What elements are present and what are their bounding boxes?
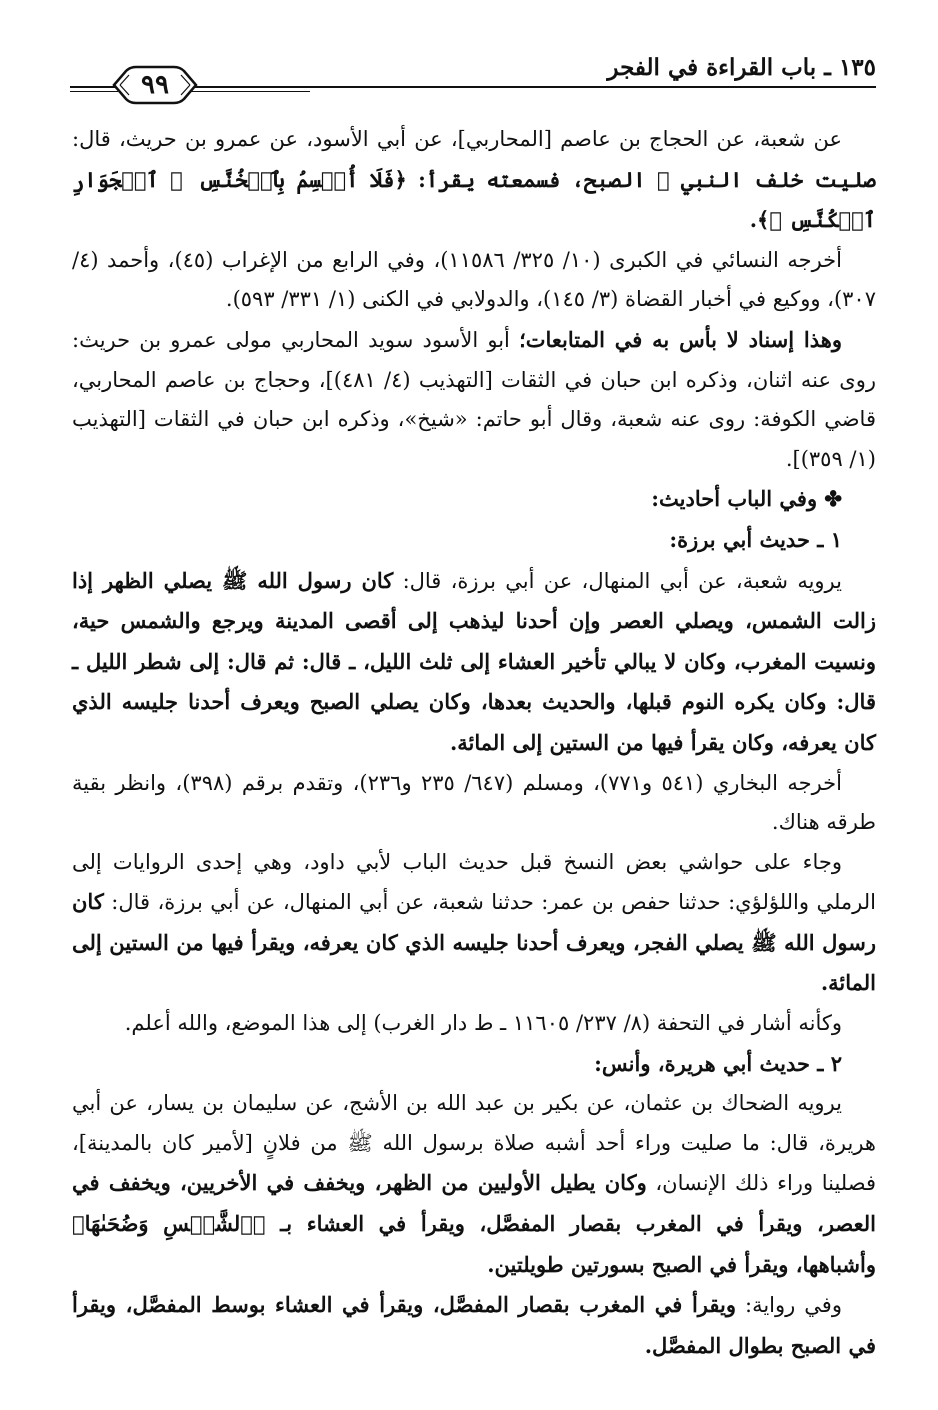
paragraph (72, 561, 876, 764)
paragraph (72, 1084, 876, 1285)
paragraph (72, 1004, 876, 1044)
text-segment: عن شعبة، عن الحجاج بن عاصم [المحاربي]، عن أبي الأسود، عن عمرو بن حريث، قال: (72, 127, 842, 151)
header-rule-mid (190, 91, 310, 92)
text-segment: يرويه شعبة، عن أبي المنهال، عن أبي برزة، قال: (393, 568, 842, 593)
page-header (70, 48, 876, 98)
text-segment: وكأنه أشار في التحفة (٨/ ٢٣٧/ ١١٦٠٥ ـ ط دار الغرب) إلى هذا الموضع، والله أعلم. (124, 1011, 842, 1036)
bold-text-segment: صليت خلف النبي ﷺ الصبح، فسمعته يقرأ: ﴿فَلَا أُقۡسِمُ بِٱلۡخُنَّسِ ⑮ ٱلۡجَوَارِ ٱلۡكُنَّسِ ⑯﴾. (72, 166, 876, 233)
page-number-badge (112, 61, 198, 109)
text-segment: يرويه الضحاك بن عثمان، عن بكير بن عبد الله بن الأشج، عن سليمان بن يسار، عن أبي هريرة، قال: ما صليت وراء أحد أشبه صلاة برسول الله ﷺ من فلانٍ [لأمير كان بالمدينة]، فصلينا وراء ذلك الإنسان، (72, 1091, 876, 1196)
bold-text-segment: وهذا إسناد لا بأس به في المتابعات؛ (519, 326, 842, 352)
paragraph (72, 1285, 876, 1366)
text-segment: وجاء على حواشي بعض النسخ قبل حديث الباب لأبي داود، وهي إحدى الروايات إلى الرملي واللؤلؤي: حدثنا حفص بن عمر: حدثنا شعبة، عن أبي المنهال، عن أبي برزة، قال: (72, 849, 876, 915)
bold-text-segment: ويقرأ في المغرب بقصار المفصَّل، ويقرأ في العشاء بوسط المفصَّل، ويقرأ في الصبح بطوال المفصَّل. (72, 1292, 876, 1358)
bold-text-segment: ✤ وفي الباب أحاديث: (651, 486, 842, 512)
bold-text-segment: وكان يطيل الأوليين من الظهر، ويخفف في الأخريين، ويخفف في العصر، ويقرأ في المغرب بقصار المفصَّل، ويقرأ في العشاء بـ ﴿ٱلشَّمۡسِ وَضُحَىٰهَا﴾ وأشباهها، ويقرأ في الصبح بسورتين طويلتين. (72, 1170, 876, 1277)
text-segment: أخرجه البخاري (٥٤١ و٧٧١)، ومسلم (٦٤٧/ ٢٣٥ و٢٣٦)، وتقدم برقم (٣٩٨)، وانظر بقية طرقه هناك. (72, 770, 876, 835)
paragraph (72, 241, 876, 320)
text-segment: أخرجه النسائي في الكبرى (١٠/ ٣٢٥/ ١١٥٨٦)، وفي الرابع من الإغراب (٤٥)، وأحمد (٤/ ٣٠٧)، ووكيع في أخبار القضاة (٣/ ١٤٥)، والدولابي في الكنى (١/ ٣٣١/ ٥٩٣). (72, 247, 876, 312)
paragraph (72, 120, 876, 241)
text-segment: وفي رواية: (736, 1293, 842, 1318)
paragraph (72, 520, 876, 561)
page-number: ٩٩ (141, 70, 169, 100)
header-rule-left (70, 91, 118, 92)
page-body (72, 120, 876, 1366)
paragraph (72, 843, 876, 1004)
paragraph (72, 479, 876, 520)
paragraph (72, 1044, 876, 1085)
paragraph (72, 320, 876, 479)
bold-text-segment: ١ ـ حديث أبي برزة: (669, 526, 842, 552)
bold-text-segment: كان رسول الله ﷺ يصلي الظهر إذا زالت الشمس، ويصلي العصر وإن أحدنا ليذهب إلى أقصى المدينة ويرجع والشمس حية، ونسيت المغرب، وكان لا يبالي تأخير العشاء إلى ثلث الليل، ـ قال: ثم قال: إلى شطر الليل ـ قال: وكان يكره النوم قبلها، والحديث بعدها، وكان يصلي الصبح ويعرف أحدنا جليسه الذي كان يعرفه، وكان يقرأ فيها من الستين إلى المائة. (72, 567, 876, 755)
bold-text-segment: ٢ ـ حديث أبي هريرة، وأنس: (594, 1050, 842, 1076)
chapter-title: ١٣٥ ـ باب القراءة في الفجر (607, 54, 876, 81)
paragraph (72, 764, 876, 843)
bold-text-segment: كان رسول الله ﷺ يصلي الفجر، ويعرف أحدنا جليسه الذي كان يعرفه، ويقرأ فيها من الستين إلى المائة. (72, 889, 876, 996)
text-segment: أبو الأسود سويد المحاربي مولى عمرو بن حريث: روى عنه اثنان، وذكره ابن حبان في الثقات [التهذيب (٤/ ٤٨١)]، وحجاج بن عاصم المحاربي، قاضي الكوفة: روى عنه شعبة، وقال أبو حاتم: «شيخ»، وذكره ابن حبان في الثقات [التهذيب (١/ ٣٥٩)]. (72, 327, 876, 471)
